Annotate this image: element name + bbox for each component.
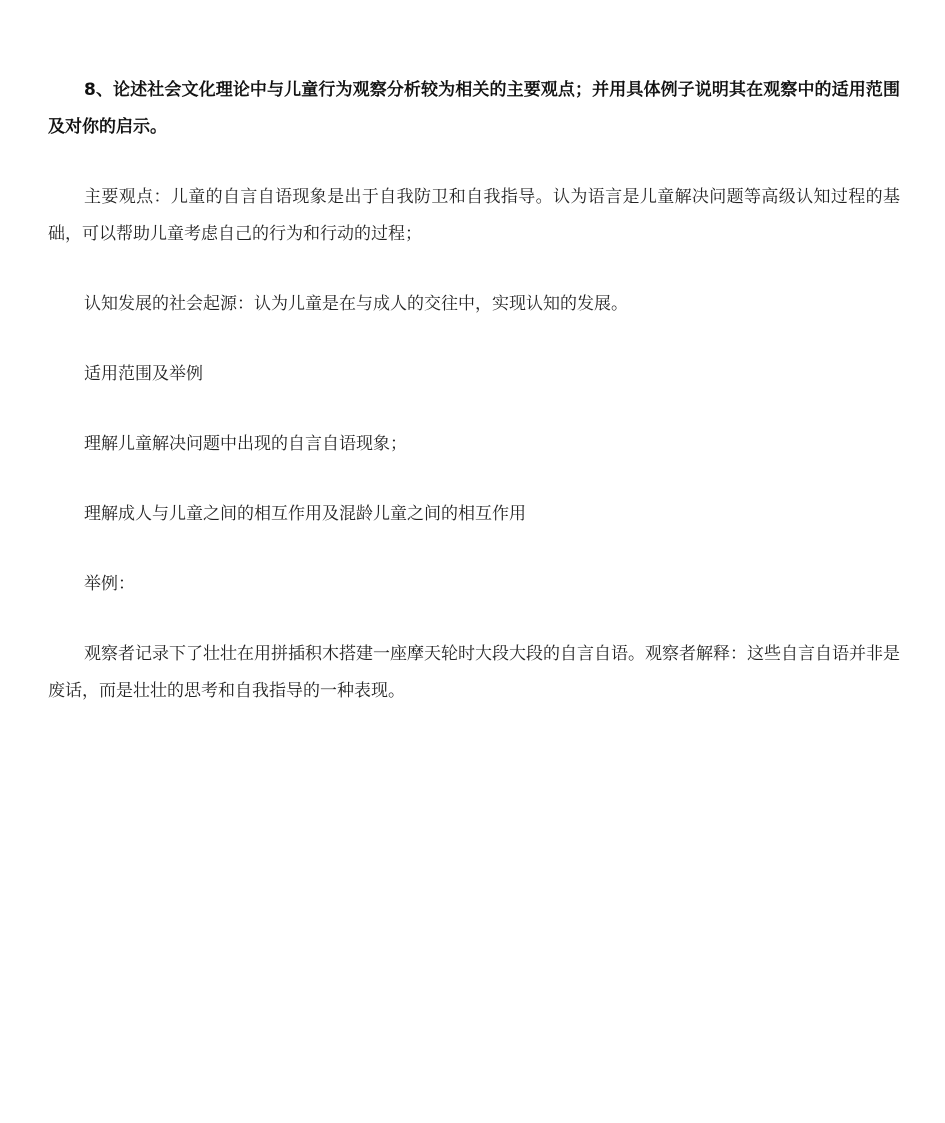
paragraph-example-text: 观察者记录下了壮壮在用拼插积木搭建一座摩天轮时大段大段的自言自语。观察者解释：这些自言自语并非是废话，而是壮壮的思考和自我指导的一种表现。 [48, 644, 900, 701]
spacer [48, 533, 900, 566]
paragraph-social-origin: 认知发展的社会起源：认为儿童是在与成人的交往中，实现认知的发展。 [84, 294, 628, 314]
document-page [48, 72, 900, 710]
paragraph-scope-heading: 适用范围及举例 [84, 364, 203, 384]
paragraph-scope-item-1: 理解儿童解决问题中出现的自言自语现象； [84, 434, 407, 454]
spacer [48, 463, 900, 496]
paragraph-example-label: 举例： [84, 574, 135, 594]
paragraph-scope-item-2: 理解成人与儿童之间的相互作用及混龄儿童之间的相互作用 [84, 504, 526, 524]
question-heading: 8、论述社会文化理论中与儿童行为观察分析较为相关的主要观点；并用具体例子说明其在观察中的适用范围及对你的启示。 [48, 80, 900, 137]
spacer [48, 323, 900, 356]
spacer [48, 253, 900, 286]
spacer [48, 393, 900, 426]
paragraph-main-viewpoint: 主要观点：儿童的自言自语现象是出于自我防卫和自我指导。认为语言是儿童解决问题等高级认知过程的基础，可以帮助儿童考虑自己的行为和行动的过程； [48, 187, 900, 244]
spacer [48, 146, 900, 179]
spacer [48, 603, 900, 636]
